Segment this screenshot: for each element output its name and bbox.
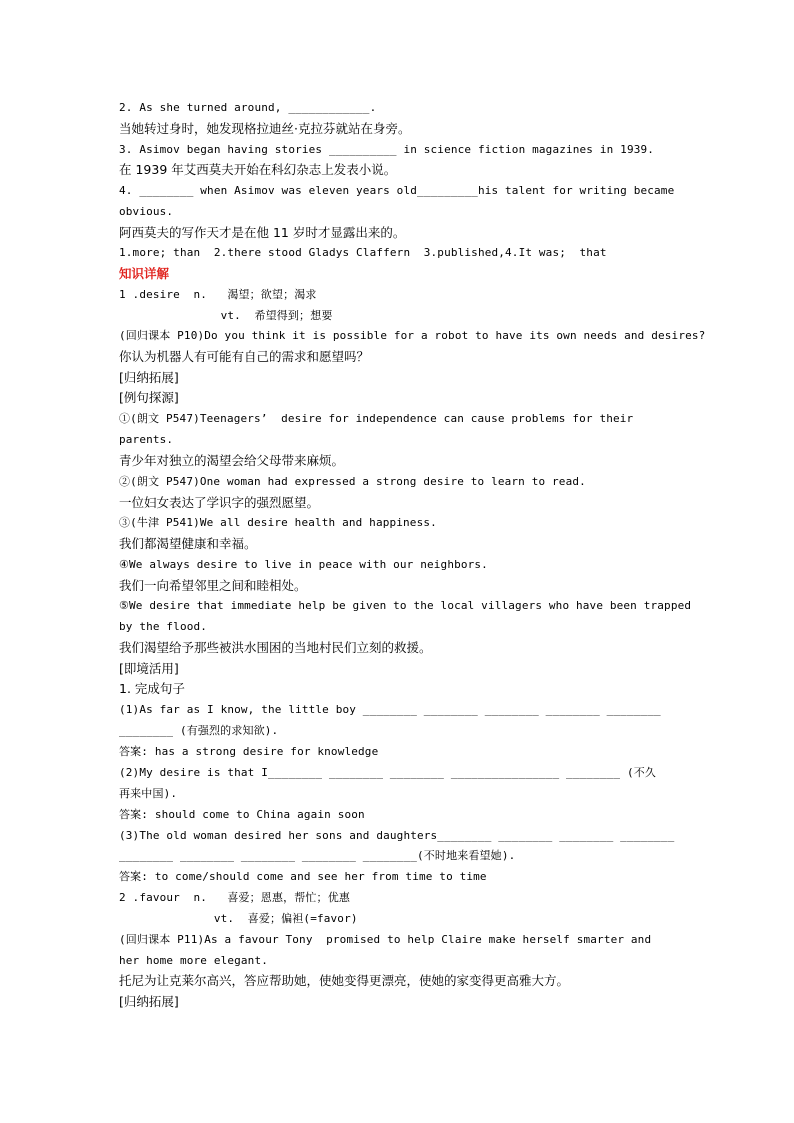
text-line: 在 1939 年艾西莫夫开始在科幻杂志上发表小说。 bbox=[119, 162, 397, 177]
text-line: 1.more; than 2.there stood Gladys Claffern 3.published,4.It was; that bbox=[119, 246, 607, 259]
text-line: 答案: to come/should come and see her from time to time bbox=[119, 870, 487, 883]
text-line: ⑤We desire that immediate help be given to the local villagers who have been trapped bbox=[119, 599, 692, 612]
text-line: 我们渴望给予那些被洪水围困的当地村民们立刻的救援。 bbox=[119, 640, 432, 655]
text-line: 一位妇女表达了学识字的强烈愿望。 bbox=[119, 495, 320, 510]
text-line: ①(朗文 P547)Teenagers’ desire for independence can cause problems for their bbox=[119, 412, 634, 425]
text-line: 当她转过身时，她发现格拉迪丝·克拉芬就站在身旁。 bbox=[119, 121, 411, 136]
text-line: [归纳拓展] bbox=[119, 994, 179, 1009]
text-line: obvious. bbox=[119, 205, 174, 218]
text-line: ③(牛津 P541)We all desire health and happiness. bbox=[119, 516, 437, 529]
text-line: 青少年对独立的渴望会给父母带来麻烦。 bbox=[119, 453, 345, 468]
section-heading: 知识详解 bbox=[119, 266, 170, 281]
text-line: (2)My desire is that I________ ________ ________ ________________ ________ (不久 bbox=[119, 766, 657, 779]
text-line: 4. ________ when Asimov was eleven years old_________his talent for writing became bbox=[119, 184, 675, 197]
text-line: ④We always desire to live in peace with our neighbors. bbox=[119, 558, 488, 571]
text-line: 答案: has a strong desire for knowledge bbox=[119, 745, 379, 758]
text-line: ________ ________ ________ ________ ________(不时地来看望她). bbox=[119, 849, 516, 862]
text-line: [归纳拓展] bbox=[119, 370, 179, 385]
text-line: 1. 完成句子 bbox=[119, 681, 185, 696]
text-line: ________ (有强烈的求知欲). bbox=[119, 724, 279, 737]
text-line: (3)The old woman desired her sons and daughters________ ________ ________ ________ bbox=[119, 829, 675, 842]
text-line: 3. Asimov began having stories __________ in science fiction magazines in 1939. bbox=[119, 143, 655, 156]
text-line: ②(朗文 P547)One woman had expressed a strong desire to learn to read. bbox=[119, 475, 586, 488]
text-line: [例句探源] bbox=[119, 390, 179, 405]
text-line: 你认为机器人有可能有自己的需求和愿望吗？ bbox=[119, 349, 370, 364]
text-line: 我们都渴望健康和幸福。 bbox=[119, 536, 257, 551]
text-line: 再来中国). bbox=[119, 787, 178, 800]
text-line: (1)As far as I know, the little boy ________ ________ ________ ________ ________ bbox=[119, 703, 661, 716]
text-line: parents. bbox=[119, 433, 174, 446]
text-line: 托尼为让克莱尔高兴，答应帮助她，使她变得更漂亮，使她的家变得更高雅大方。 bbox=[119, 973, 570, 988]
text-line: [即境活用] bbox=[119, 661, 179, 676]
text-line: 阿西莫夫的写作天才是在他 11 岁时才显露出来的。 bbox=[119, 225, 406, 240]
text-line: 2. As she turned around, ____________. bbox=[119, 101, 377, 114]
text-line: vt. 喜爱；偏袒(=favor) bbox=[119, 912, 358, 925]
text-line: 1 .desire n. 渴望；欲望；渴求 bbox=[119, 288, 317, 301]
text-line: (回归课本 P10)Do you think it is possible for a robot to have its own needs and desires? bbox=[119, 329, 706, 342]
text-line: vt. 希望得到；想要 bbox=[119, 309, 333, 322]
text-line: her home more elegant. bbox=[119, 954, 268, 967]
text-line: 2 .favour n. 喜爱；恩惠，帮忙；优惠 bbox=[119, 891, 351, 904]
text-line: (回归课本 P11)As a favour Tony promised to help Claire make herself smarter and bbox=[119, 933, 652, 946]
text-line: 答案: should come to China again soon bbox=[119, 808, 365, 821]
text-line: 我们一向希望邻里之间和睦相处。 bbox=[119, 578, 307, 593]
text-line: by the flood. bbox=[119, 620, 208, 633]
